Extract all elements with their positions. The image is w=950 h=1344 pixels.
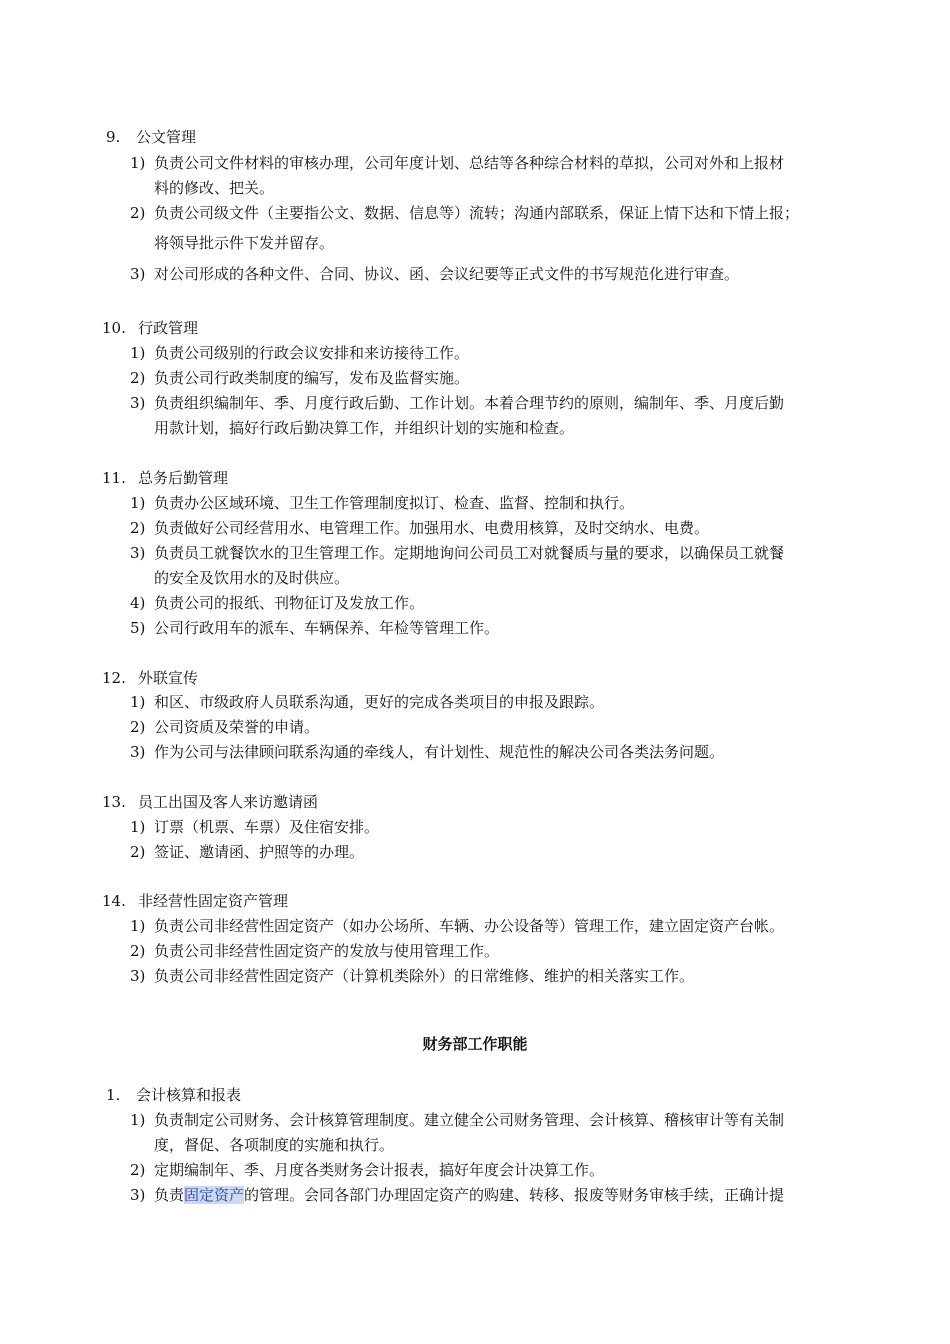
finance-1-heading	[106, 1085, 241, 1105]
list-item	[130, 593, 424, 613]
item-text: 负责公司文件材料的审核办理，公司年度计划、总结等各种综合材料的草拟，公司对外和上报材	[154, 154, 785, 172]
item-number: 3)	[130, 743, 146, 761]
item-number: 1)	[130, 154, 146, 172]
item-text: 负责员工就餐饮水的卫生管理工作。定期地询问公司员工对就餐质与量的要求，以确保员工就餐	[154, 544, 785, 562]
item-text: 公司资质及荣誉的申请。	[154, 718, 320, 736]
list-item	[130, 264, 739, 284]
item-text: 负责做好公司经营用水、电管理工作。加强用水、电费用核算，及时交纳水、电费。	[154, 519, 710, 537]
list-item	[130, 1160, 604, 1180]
list-item	[130, 966, 694, 986]
item-text: 负责办公区域环境、卫生工作管理制度拟订、检查、监督、控制和执行。	[154, 494, 635, 512]
item-text: 订票（机票、车票）及住宿安排。	[154, 818, 380, 836]
section-number: 14.	[102, 892, 126, 910]
item-text: 负责公司非经营性固定资产（计算机类除外）的日常维修、维护的相关落实工作。	[154, 967, 695, 985]
list-item	[130, 618, 499, 638]
item-number: 2)	[130, 843, 146, 861]
section-title: 总务后勤管理	[138, 469, 229, 487]
item-number: 2)	[130, 942, 146, 960]
item-text-suffix: 的管理。会同各部门办理固定资产的购建、转移、报废等财务审核手续，正确计提	[244, 1186, 785, 1204]
section-number: 10.	[102, 319, 126, 337]
list-item	[130, 817, 379, 837]
section-number: 13.	[102, 793, 126, 811]
item-text: 公司行政用车的派车、车辆保养、年检等管理工作。	[154, 619, 500, 637]
list-item	[130, 203, 799, 223]
item-text: 和区、市级政府人员联系沟通，更好的完成各类项目的申报及跟踪。	[154, 693, 605, 711]
item-text: 负责公司级文件（主要指公文、数据、信息等）流转；沟通内部联系，保证上情下达和下情上报；	[154, 204, 800, 222]
item-number: 1)	[130, 693, 146, 711]
list-item	[130, 941, 499, 961]
highlighted-term[interactable]: 固定资产	[184, 1186, 245, 1204]
list-item	[130, 393, 784, 413]
item-number: 3)	[130, 967, 146, 985]
list-item	[130, 717, 319, 737]
section-title: 外联宣传	[138, 669, 199, 687]
list-item	[130, 493, 634, 513]
item-number: 4)	[130, 594, 146, 612]
item-number: 1)	[130, 344, 146, 362]
item-number: 2)	[130, 369, 146, 387]
section-13-heading	[102, 792, 318, 812]
item-number: 2)	[130, 718, 146, 736]
section-number: 9.	[106, 128, 121, 146]
item-number: 2)	[130, 204, 146, 222]
item-number: 1)	[130, 494, 146, 512]
item-text: 负责公司级别的行政会议安排和来访接待工作。	[154, 344, 470, 362]
item-text-continued: 用款计划，搞好行政后勤决算工作，并组织计划的实施和检查。	[154, 419, 575, 437]
item-number: 1)	[130, 917, 146, 935]
section-14-heading	[102, 891, 288, 911]
section-10-heading	[102, 318, 198, 338]
item-number: 2)	[130, 519, 146, 537]
item-text: 签证、邀请函、护照等的办理。	[154, 843, 365, 861]
item-text-continued: 料的修改、把关。	[154, 179, 275, 197]
list-item	[130, 1110, 784, 1130]
section-number: 1.	[106, 1086, 121, 1104]
section-title: 行政管理	[138, 319, 199, 337]
item-text: 负责组织编制年、季、月度行政后勤、工作计划。本着合理节约的原则，编制年、季、月度后勤	[154, 394, 785, 412]
item-text: 负责制定公司财务、会计核算管理制度。建立健全公司财务管理、会计核算、稽核审计等有关制	[154, 1111, 785, 1129]
item-text: 负责公司非经营性固定资产（如办公场所、车辆、办公设备等）管理工作，建立固定资产台帐。	[154, 917, 785, 935]
item-number: 1)	[130, 1111, 146, 1129]
list-item	[130, 742, 724, 762]
item-text: 负责公司行政类制度的编写，发布及监督实施。	[154, 369, 470, 387]
section-title: 会计核算和报表	[136, 1086, 242, 1104]
section-title: 公文管理	[136, 128, 197, 146]
finance-section-title: 财务部工作职能	[422, 1035, 528, 1053]
section-number: 12.	[102, 669, 126, 687]
item-number: 5)	[130, 619, 146, 637]
item-number: 3)	[130, 265, 146, 283]
list-item	[130, 153, 784, 173]
item-number: 1)	[130, 818, 146, 836]
list-item	[130, 343, 469, 363]
item-text-continued: 的安全及饮用水的及时供应。	[154, 569, 350, 587]
section-9-heading	[106, 127, 196, 147]
section-title: 员工出国及客人来访邀请函	[138, 793, 319, 811]
item-number: 3)	[130, 544, 146, 562]
list-item	[130, 543, 784, 563]
list-item	[130, 368, 469, 388]
section-12-heading	[102, 668, 198, 688]
item-text-continued: 将领导批示件下发并留存。	[154, 234, 335, 252]
item-number: 3)	[130, 1186, 146, 1204]
item-text: 对公司形成的各种文件、合同、协议、函、会议纪要等正式文件的书写规范化进行审查。	[154, 265, 740, 283]
item-number: 2)	[130, 1161, 146, 1179]
list-item	[130, 518, 709, 538]
item-text: 作为公司与法律顾问联系沟通的牵线人，有计划性、规范性的解决公司各类法务问题。	[154, 743, 725, 761]
list-item	[130, 1185, 784, 1205]
item-text-continued: 度，督促、各项制度的实施和执行。	[154, 1136, 395, 1154]
item-number: 3)	[130, 394, 146, 412]
item-text: 负责公司非经营性固定资产的发放与使用管理工作。	[154, 942, 500, 960]
list-item	[130, 692, 604, 712]
section-11-heading	[102, 468, 228, 488]
list-item	[130, 916, 784, 936]
item-text: 定期编制年、季、月度各类财务会计报表，搞好年度会计决算工作。	[154, 1161, 605, 1179]
section-number: 11.	[102, 469, 126, 487]
item-text: 负责公司的报纸、刊物征订及发放工作。	[154, 594, 425, 612]
item-text-prefix: 负责	[154, 1186, 185, 1204]
list-item	[130, 842, 364, 862]
section-title: 非经营性固定资产管理	[138, 892, 289, 910]
